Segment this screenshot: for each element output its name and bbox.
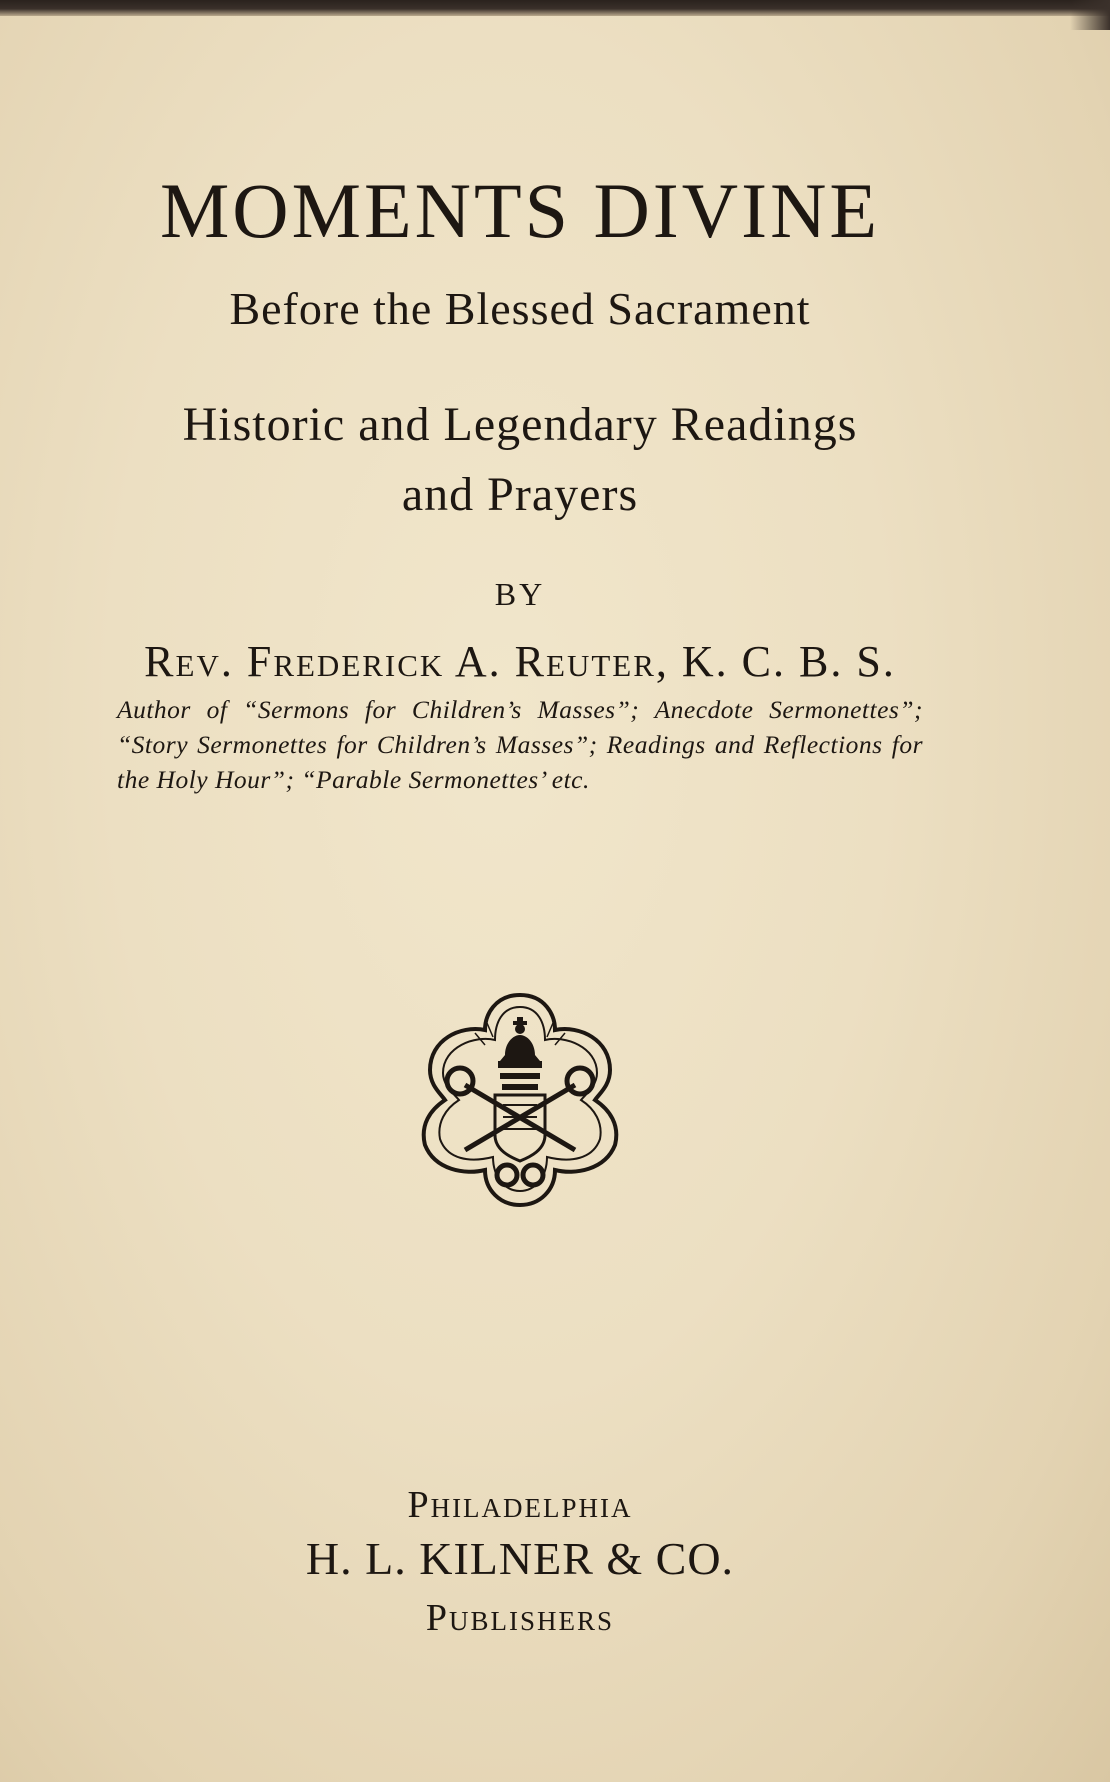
- book-subtitle-secondary: [0, 390, 1040, 530]
- by-line: BY: [494, 576, 546, 612]
- imprint-publisher: H. L. KILNER & CO.: [305, 1533, 735, 1584]
- imprint-label: Publishers: [425, 1597, 615, 1639]
- imprint-city: Philadelphia: [407, 1484, 633, 1526]
- papal-emblem-icon: [405, 985, 635, 1215]
- author-name: Rev. Frederick A. Reuter, K. C. B. S.: [144, 637, 896, 686]
- author-works: Author of “Sermons for Children’s Masses”; Anecdote Sermonettes”; “Story Sermonettes for Children’s Masses”; Readings and Reflections for the Holy Hour”; “Parable Sermonettes’ etc.: [117, 695, 923, 794]
- book-subtitle: Before the Blessed Sacrament: [229, 283, 811, 334]
- subtitle-line: Historic and Legendary Readings: [182, 398, 858, 451]
- book-title: MOMENTS DIVINE: [159, 167, 881, 254]
- book-cover-edge: [0, 0, 1110, 16]
- subtitle-line: and Prayers: [401, 468, 639, 521]
